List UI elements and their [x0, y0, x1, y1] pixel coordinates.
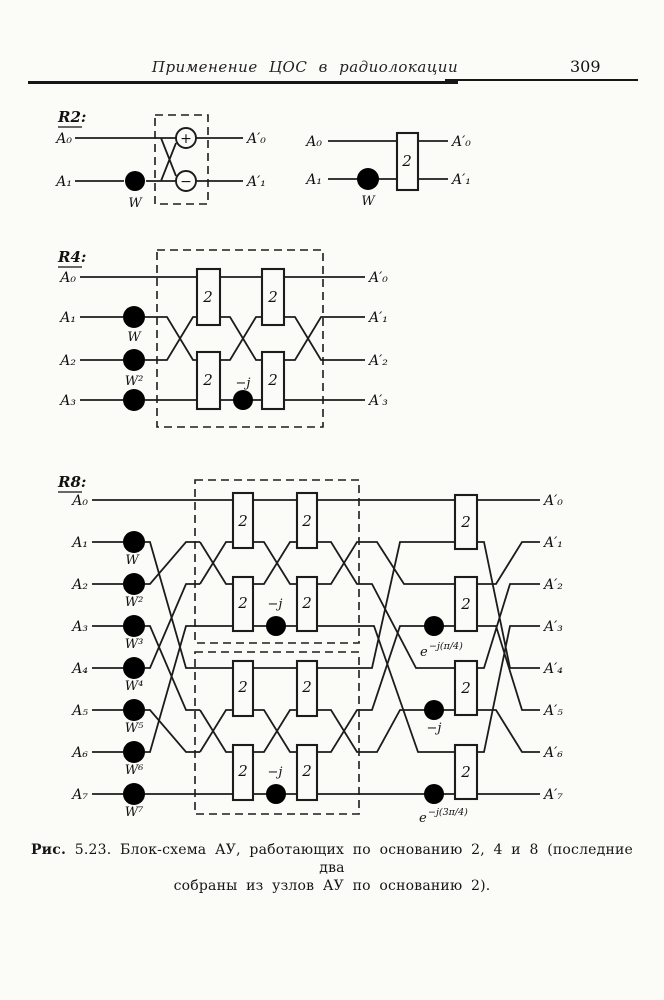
- r8-weight-w6: W⁶: [124, 763, 144, 778]
- r8-output-a1: A′₁: [544, 535, 563, 551]
- r4-label: R4:: [58, 248, 87, 266]
- r2-weight-w: W: [128, 196, 142, 211]
- r8-input-a0: A₀: [72, 493, 88, 509]
- r8-twiddle-minus-j-label: −j: [426, 721, 442, 736]
- r8-input-a6: A₆: [72, 745, 88, 761]
- r8-label: R8:: [58, 473, 87, 491]
- r8-minus-j-label-top: −j: [267, 597, 283, 612]
- r2-compact-box-label: 2: [402, 152, 412, 170]
- r4-diagram: [57, 248, 388, 427]
- r8-weight-w1: W: [125, 553, 139, 568]
- minus-sign: −: [180, 174, 192, 190]
- r4-box-label-4: 2: [268, 371, 278, 389]
- r4-input-a2: A₂: [60, 353, 76, 369]
- r8-input-a4: A₄: [72, 661, 88, 677]
- r8-final-box-label: 2: [461, 513, 471, 531]
- r2-compact-multiplier-icon: [357, 168, 379, 190]
- r4-weight-w1: W: [127, 330, 141, 345]
- r2-compact-wires: [328, 141, 448, 179]
- r8-output-a4: A′₄: [544, 661, 563, 677]
- page-number: 309: [570, 57, 601, 76]
- r4-box-label-1: 2: [203, 288, 213, 306]
- r2-label: R2:: [58, 108, 87, 126]
- r2-compact-output-a1: A′₁: [452, 172, 471, 188]
- r4-input-a0: A₀: [60, 270, 76, 286]
- r2-compact-input-a1: A₁: [306, 172, 322, 188]
- r8-weight-w3: W³: [124, 637, 144, 652]
- figure-caption: [20, 841, 644, 895]
- r8-box-label: 2: [302, 678, 312, 696]
- r4-output-a0: A′₀: [369, 270, 388, 286]
- figure-caption-line2: собраны из узлов АУ по основанию 2).: [173, 878, 491, 894]
- r8-input-a2: A₂: [72, 577, 88, 593]
- figure-caption-fig: Рис.: [30, 842, 67, 858]
- r8-weight-w2: W²: [124, 595, 144, 610]
- r2-compact-weight-w: W: [361, 194, 375, 209]
- r4-weight-w2: W²: [124, 374, 144, 389]
- r8-twiddle-3pi4-base: e: [419, 811, 427, 826]
- r4-input-a1: A₁: [60, 310, 76, 326]
- r2-wires: [75, 138, 243, 181]
- running-header: Применение ЦОС в радиолокации: [151, 58, 459, 76]
- plus-sign: +: [180, 131, 192, 147]
- r4-input-a3: A₃: [60, 393, 76, 409]
- r8-weight-w5: W⁵: [124, 721, 144, 736]
- r8-output-a2: A′₂: [544, 577, 563, 593]
- r4-output-a1: A′₁: [369, 310, 388, 326]
- r8-box-label: 2: [238, 594, 248, 612]
- r8-output-a3: A′₃: [544, 619, 563, 635]
- r8-output-a0: A′₀: [544, 493, 563, 509]
- r8-twiddle-pi4-exponent: −j(π/4): [429, 641, 463, 652]
- r8-minus-j-label-bottom: −j: [267, 765, 283, 780]
- r8-box-label: 2: [238, 678, 248, 696]
- r8-final-box-label: 2: [461, 763, 471, 781]
- r2-output-a1: A′₁: [247, 174, 266, 190]
- r4-minus-j-label: −j: [235, 376, 251, 391]
- r8-box-label: 2: [302, 512, 312, 530]
- r4-output-a3: A′₃: [369, 393, 388, 409]
- r8-twiddle-pi4-base: e: [420, 645, 428, 660]
- r8-input-a1: A₁: [72, 535, 88, 551]
- r8-output-a6: A′₆: [544, 745, 563, 761]
- r8-weight-w7: W⁷: [124, 805, 144, 820]
- r8-box-label: 2: [238, 762, 248, 780]
- r2-multiplier-icon: [125, 171, 145, 191]
- r8-output-a7: A′₇: [544, 787, 563, 803]
- r2-input-a0: A₀: [56, 131, 72, 147]
- r2-compact-output-a0: A′₀: [452, 134, 471, 150]
- r8-diagram: [57, 473, 563, 826]
- r4-box-label-3: 2: [268, 288, 278, 306]
- figure-caption-number: 5.23.: [74, 842, 112, 858]
- r8-input-a5: A₅: [72, 703, 88, 719]
- r8-input-a3: A₃: [72, 619, 88, 635]
- r8-twiddle-3pi4-exponent: −j(3π/4): [428, 807, 468, 818]
- r2-compact-diagram: [304, 133, 471, 209]
- r4-box-label-2: 2: [203, 371, 213, 389]
- r2-diagram: [54, 108, 266, 211]
- figure-caption-line1: Блок-схема АУ, работающих по основанию 2, 4 и 8 (последние два: [120, 842, 634, 876]
- r8-input-a7: A₇: [72, 787, 88, 803]
- r8-box-label: 2: [302, 594, 312, 612]
- r8-final-box-label: 2: [461, 595, 471, 613]
- r8-final-box-label: 2: [461, 679, 471, 697]
- r8-box-label: 2: [302, 762, 312, 780]
- r2-input-a1: A₁: [56, 174, 72, 190]
- r8-weight-w4: W⁴: [124, 679, 144, 694]
- r8-box-label: 2: [238, 512, 248, 530]
- r4-output-a2: A′₂: [369, 353, 388, 369]
- r2-compact-input-a0: A₀: [306, 134, 322, 150]
- r2-output-a0: A′₀: [247, 131, 266, 147]
- r8-output-a5: A′₅: [544, 703, 563, 719]
